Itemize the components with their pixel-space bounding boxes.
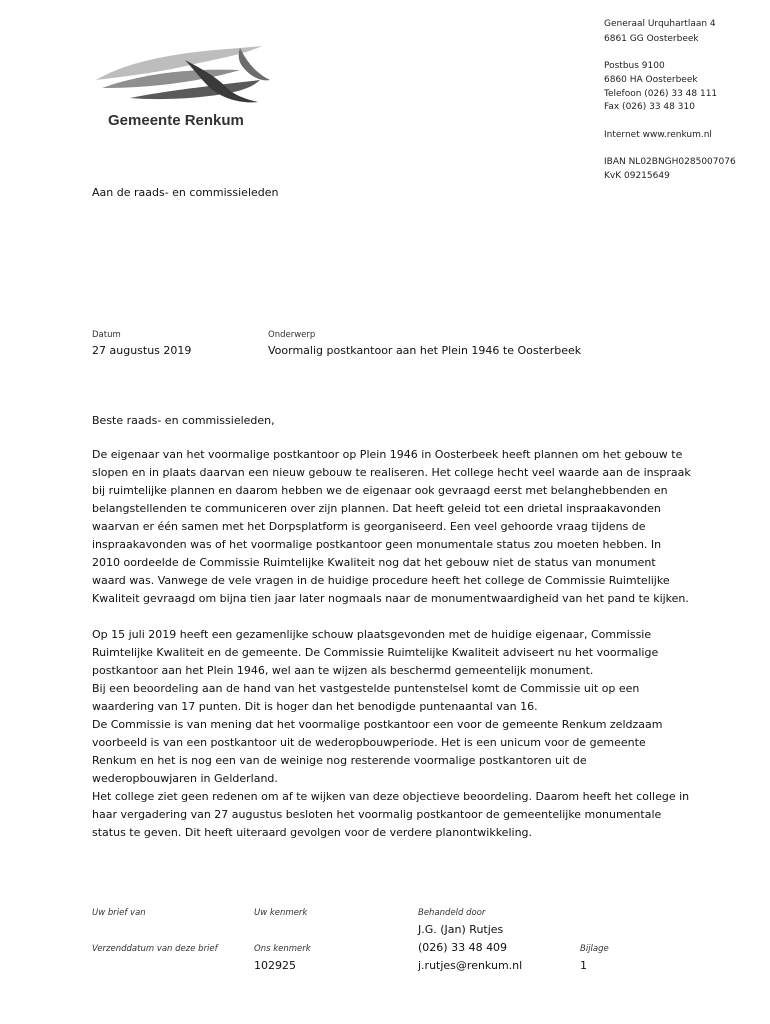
address-fax: Fax (026) 33 48 310 (604, 102, 695, 112)
gemeente-renkum-logo (90, 40, 280, 130)
address-phone: Telefoon (026) 33 48 111 (604, 89, 718, 99)
date-label: Datum (92, 330, 121, 340)
subject-label: Onderwerp (268, 330, 316, 340)
address-kvk: KvK 09215649 (604, 171, 670, 181)
your-ref-label: Uw kenmerk (254, 908, 308, 918)
paragraph-2: Op 15 juli 2019 heeft een gezamenlijke schouw plaatsgevonden met de huidige eigenaar, Commissie Ruimtelijke Kwaliteit en de gemeente. De Commissie Ruimtelijke Kwaliteit adviseert nu het voormalige postkantoor aan het Plein 1946, wel aan te wijzen als beschermd gemeentelijk monument. (92, 628, 659, 677)
attachment-value: 1 (580, 959, 587, 972)
paragraph-3: Bij een beoordeling aan de hand van het vastgestelde puntenstelsel komt de Commissie uit op een waardering van 17 punten. Dit is hoger dan het benodigde puntenaantal van 16. (92, 682, 640, 713)
paragraph-1: De eigenaar van het voormalige postkantoor op Plein 1946 in Oosterbeek heeft plannen om het gebouw te slopen en in plaats daarvan een nieuw gebouw te realiseren. Het college hecht veel waarde aan de inspraak bij ruimtelijke plannen en daarom hebben we de eigenaar ook gevraagd eerst met belanghebbenden en belangstellenden te communiceren over zijn plannen. Dat heeft geleid tot een drietal inspraakavonden waarvan er één samen met het Dorpsplatform is georganiseerd. Een veel gehoorde vraag tijdens de inspraakavonden was of het voormalige postkantoor geen monumentale status zou moeten hebben. In 2010 oordeelde de Commissie Ruimtelijke Kwaliteit nog dat het gebouw niet de status van monument waard was. Vanwege de vele vragen in de huidige procedure heeft het college de Commissie Ruimtelijke Kwaliteit gevraagd om bijna tien jaar later nogmaals naar de monumentwaardigheid van het pand te kijken. (92, 448, 691, 605)
address-iban: IBAN NL02BNGH0285007076 (604, 157, 736, 167)
address-postal-city: 6861 GG Oosterbeek (604, 34, 699, 44)
logo-wordmark: Gemeente Renkum (108, 112, 244, 129)
paragraph-5: Het college ziet geen redenen om af te wijken van deze objectieve beoordeling. Daarom heeft het college in haar vergadering van 27 augustus besloten het voormalig postkantoor de gemeentelijke monumentale status te geven. Dit heeft uiteraard gevolgen voor de verdere planontwikkeling. (92, 790, 690, 839)
address-internet: Internet www.renkum.nl (604, 130, 712, 140)
paragraph-4: De Commissie is van mening dat het voormalige postkantoor een voor de gemeente Renkum zeldzaam voorbeeld is van een postkantoor uit de wederopbouwperiode. Het is een unicum voor de gemeente Renkum en het is nog een van de weinige nog resterende voormalige postkantoren uit de wederopbouwjaren in Gelderland. (92, 718, 663, 785)
address-po-postal-city: 6860 HA Oosterbeek (604, 75, 698, 85)
our-ref-label: Ons kenmerk (254, 944, 311, 954)
send-date-label: Verzenddatum van deze brief (92, 944, 218, 954)
salutation: Beste raads- en commissieleden, (92, 414, 275, 427)
handled-by-name: J.G. (Jan) Rutjes (418, 923, 504, 936)
recipient: Aan de raads- en commissieleden (92, 186, 279, 199)
date-value: 27 augustus 2019 (92, 344, 192, 357)
your-letter-label: Uw brief van (92, 908, 146, 918)
address-po-box: Postbus 9100 (604, 61, 665, 71)
letter-body (92, 446, 692, 842)
contact-email[interactable]: j.rutjes@renkum.nl (418, 959, 523, 972)
subject-value: Voormalig postkantoor aan het Plein 1946 te Oosterbeek (268, 344, 582, 357)
contact-phone: (026) 33 48 409 (418, 941, 508, 954)
logo-swoosh-icon (90, 40, 280, 112)
handled-by-label: Behandeld door (418, 908, 486, 918)
attachment-label: Bijlage (580, 944, 609, 954)
our-ref-value: 102925 (254, 959, 296, 972)
address-street: Generaal Urquhartlaan 4 (604, 19, 716, 29)
